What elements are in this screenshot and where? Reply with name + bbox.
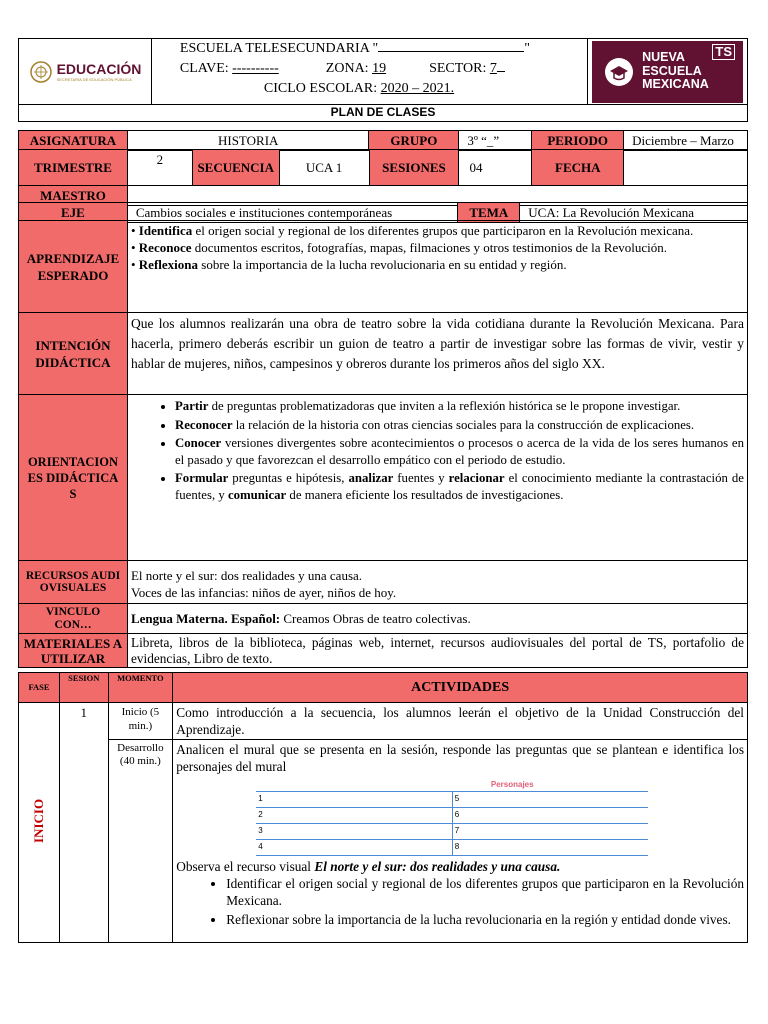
fecha-label: FECHA bbox=[532, 150, 624, 186]
personajes-title: Personajes bbox=[490, 780, 534, 789]
actividades-table bbox=[18, 672, 748, 943]
orientacion-item: • Reconocer la relación de la historia con otras ciencias sociales para la construcción de explicaciones. bbox=[175, 417, 744, 434]
orientaciones-content bbox=[127, 395, 747, 561]
grupo-value: 3º “_” bbox=[459, 131, 532, 151]
fase-header: FASE bbox=[19, 673, 60, 703]
sections-table bbox=[18, 220, 748, 668]
personaje-slot: 6 bbox=[453, 808, 649, 824]
vinculo-content: Lengua Materna. Español: Creamos Obras de teatro colectivas. bbox=[127, 604, 747, 634]
recursos-content bbox=[127, 561, 747, 604]
nem-logo-cell bbox=[588, 39, 748, 105]
sesiones-value: 04 bbox=[459, 150, 532, 186]
personaje-slot: 4 bbox=[256, 840, 452, 856]
asignatura-value: HISTORIA bbox=[127, 131, 369, 151]
personaje-slot: 5 bbox=[453, 792, 649, 808]
sesiones-label: SESIONES bbox=[369, 150, 459, 186]
actividad-bullet: • Identificar el origen social y regional de los diferentes grupos que participaron en la Revolución Mexicana. bbox=[226, 875, 744, 909]
personaje-slot: 7 bbox=[453, 824, 649, 840]
orientacion-item: • Formular preguntas e hipótesis, analizar fuentes y relacionar el conocimiento mediante la contrastación de fuentes, y comunicar de manera eficiente los resultados de investigaciones. bbox=[175, 470, 744, 503]
school-name: ESCUELA TELESECUNDARIA " " bbox=[179, 41, 530, 56]
asignatura-label: ASIGNATURA bbox=[19, 131, 128, 151]
nem-line1: NUEVA bbox=[642, 50, 685, 65]
periodo-label: PERIODO bbox=[532, 131, 624, 151]
coat-of-arms-icon bbox=[29, 60, 53, 84]
info-table-row1 bbox=[18, 130, 748, 151]
ciclo-escolar: CICLO ESCOLAR: 2020 – 2021. bbox=[263, 81, 455, 96]
fase-inicio: INICIO bbox=[31, 798, 46, 843]
header-table bbox=[18, 38, 748, 105]
aprendizaje-label: APRENDIZAJE ESPERADO bbox=[19, 221, 128, 313]
observa-text: Observa el recurso visual El norte y el sur: dos realidades y una causa. bbox=[176, 859, 561, 874]
eje-label: EJE bbox=[19, 203, 128, 223]
personajes-table bbox=[256, 779, 648, 856]
personaje-slot: 3 bbox=[256, 824, 452, 840]
secuencia-label: SECUENCIA bbox=[192, 150, 279, 186]
actividad-desarrollo bbox=[173, 740, 748, 943]
info-table-row2 bbox=[18, 149, 748, 186]
nem-line3: MEXICANA bbox=[642, 77, 709, 92]
actividad-desarrollo-text: Analicen el mural que se presenta en la sesión, responde las preguntas que se plantean e identifica los personajes del mural bbox=[176, 742, 744, 774]
clave-zona-sector: CLAVE: ---------- ZONA: 19 SECTOR: 7 bbox=[180, 59, 583, 79]
orientaciones-label: ORIENTACIONES DIDÁCTICAS bbox=[19, 395, 128, 561]
nem-line2: ESCUELA bbox=[642, 63, 702, 78]
sesion-header: SESION bbox=[60, 673, 109, 703]
aprendizaje-content bbox=[127, 221, 747, 313]
momento-header: MOMENTO bbox=[108, 673, 173, 703]
recurso-item: El norte y el sur: dos realidades y una causa. bbox=[130, 568, 363, 583]
tema-value: UCA: La Revolución Mexicana bbox=[520, 203, 748, 223]
actividad-inicio: Como introducción a la secuencia, los alumnos leerán el objetivo de la Unidad Construcción del Aprendizaje. bbox=[173, 703, 748, 740]
grupo-label: GRUPO bbox=[369, 131, 459, 151]
aprendizaje-item: • Reflexiona sobre la importancia de la lucha revolucionaria en su entidad y región. bbox=[130, 257, 567, 272]
secuencia-value: UCA 1 bbox=[279, 150, 369, 186]
sesion-number: 1 bbox=[60, 703, 109, 943]
eje-value: Cambios sociales e instituciones contemporáneas bbox=[127, 203, 458, 223]
aprendizaje-item: • Reconoce documentos escritos, fotografías, mapas, filmaciones y otros testimonios de la Revolución. bbox=[130, 240, 667, 255]
aprendizaje-item: • Identifica el origen social y regional de los diferentes grupos que participaron en la Revolución mexicana. bbox=[130, 223, 694, 238]
plan-title: PLAN DE CLASES bbox=[18, 104, 748, 122]
sep-logo-subtext: SECRETARÍA DE EDUCACIÓN PÚBLICA bbox=[56, 76, 132, 82]
recursos-label: RECURSOS AUDIOVISUALES bbox=[19, 561, 128, 604]
nem-logo bbox=[592, 41, 743, 103]
actividad-bullet: • Reflexionar sobre la importancia de la lucha revolucionaria en la región y entidad donde vives. bbox=[226, 911, 744, 928]
graduation-cap-icon bbox=[604, 57, 634, 87]
periodo-value: Diciembre – Marzo bbox=[624, 131, 748, 151]
trimestre-value: 2 bbox=[127, 150, 192, 186]
trimestre-label: TRIMESTRE bbox=[19, 150, 128, 186]
school-info-cell bbox=[151, 39, 587, 105]
sep-logo-text: EDUCACIÓN bbox=[56, 60, 142, 77]
materiales-label: MATERIALES A UTILIZAR bbox=[19, 634, 128, 668]
personaje-slot: 1 bbox=[256, 792, 452, 808]
actividades-header: ACTIVIDADES bbox=[173, 673, 748, 703]
personaje-slot: 8 bbox=[453, 840, 649, 856]
sep-logo-cell bbox=[19, 39, 152, 105]
fase-inicio-cell bbox=[19, 703, 60, 943]
personaje-slot: 2 bbox=[256, 808, 452, 824]
orientacion-item: • Partir de preguntas problematizadoras que inviten a la reflexión histórica se le propone investigar. bbox=[175, 398, 744, 415]
ts-badge: TS bbox=[712, 44, 735, 60]
materiales-content: Libreta, libros de la biblioteca, páginas web, internet, recursos audiovisuales del portal de TS, portafolio de evidencias, Libro de texto. bbox=[127, 634, 747, 668]
tema-label: TEMA bbox=[458, 203, 520, 223]
maestro-label: MAESTRO bbox=[19, 186, 128, 206]
recurso-item: Voces de las infancias: niños de ayer, niños de hoy. bbox=[130, 585, 397, 600]
momento-desarrollo: Desarrollo (40 min.) bbox=[108, 740, 173, 943]
intencion-label: INTENCIÓN DIDÁCTICA bbox=[19, 313, 128, 395]
orientacion-item: • Conocer versiones divergentes sobre acontecimientos o procesos o acerca de la vida de los seres humanos en el pasado y que favorezcan el desarrollo empático con el periodo de estudio. bbox=[175, 435, 744, 468]
intencion-content: Que los alumnos realizarán una obra de teatro sobre la vida cotidiana durante la Revolución Mexicana. Para hacerla, primero deberás escribir un guion de teatro a partir de investigar sobre las formas de vivir, vestir y hablar de mujeres, niños, campesinos y obreros durante los primeros años del siglo XX. bbox=[127, 313, 747, 395]
momento-inicio: Inicio (5 min.) bbox=[108, 703, 173, 740]
fecha-value bbox=[624, 150, 748, 186]
vinculo-label: VINCULO CON… bbox=[19, 604, 128, 634]
